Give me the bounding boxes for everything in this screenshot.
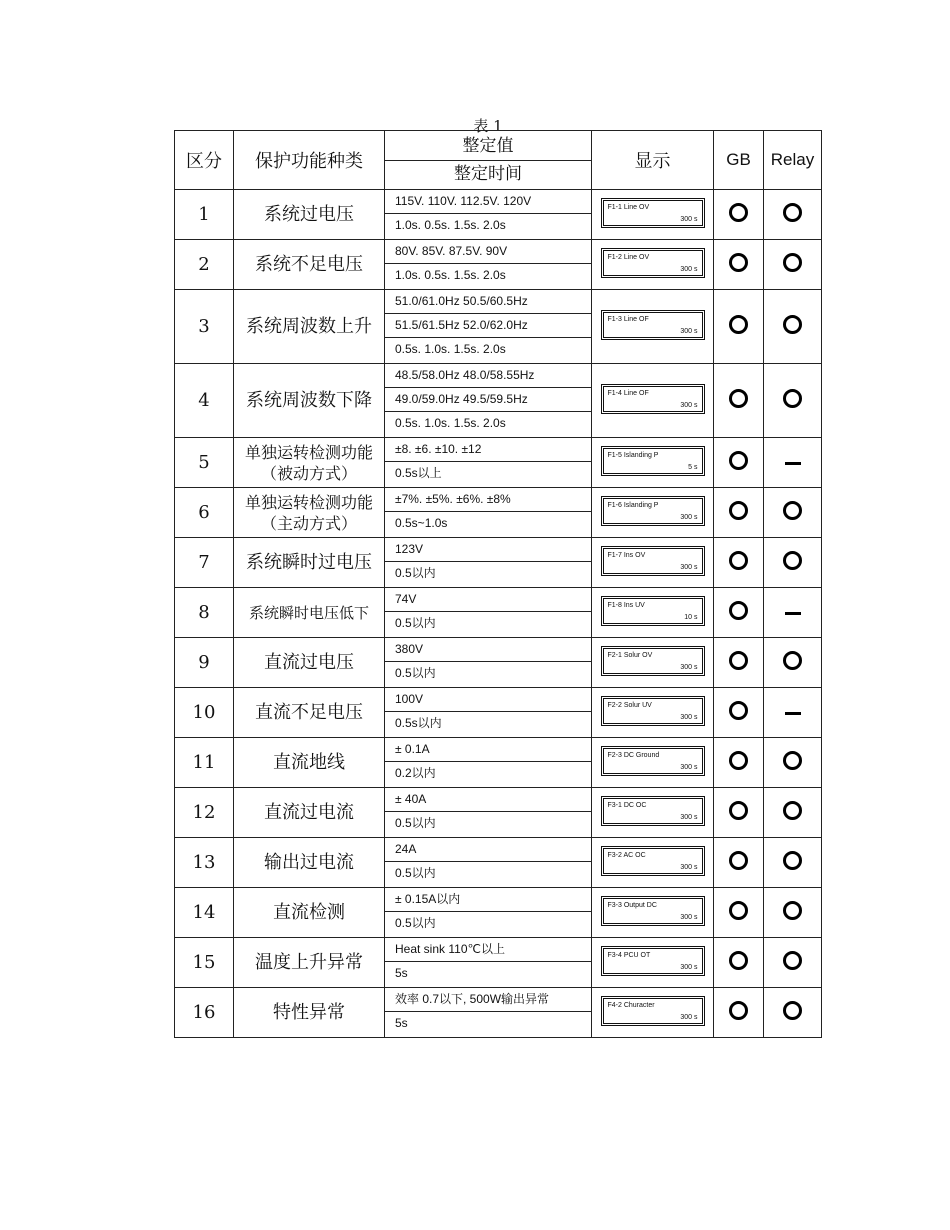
display-cell — [592, 364, 714, 438]
protection-function-name — [234, 364, 385, 438]
protection-table — [174, 130, 821, 1038]
setting-value-line: 24A — [385, 838, 591, 862]
setting-values — [385, 688, 592, 738]
gb-cell — [714, 788, 764, 838]
setting-value-line: 100V — [385, 688, 591, 712]
function-name-line: 特性异常 — [273, 1001, 345, 1023]
function-name-line: 单独运转检测功能 — [244, 442, 373, 462]
gb-cell — [714, 190, 764, 240]
setting-value-line: 1.0s. 0.5s. 1.5s. 2.0s — [395, 268, 506, 282]
protection-function-name — [234, 290, 385, 364]
function-name-sub: （被动方式） — [260, 463, 357, 483]
row-index: 15 — [175, 938, 234, 988]
gb-cell — [714, 688, 764, 738]
table-row — [175, 838, 822, 888]
gb-cell — [714, 438, 764, 488]
lcd-time: 300 s — [680, 215, 698, 223]
table-row — [175, 538, 822, 588]
gb-cell — [714, 538, 764, 588]
setting-value-line: 48.5/58.0Hz 48.0/58.55Hz — [385, 364, 591, 388]
lcd-code: F4-2 Churacter — [607, 1001, 655, 1009]
function-name-line: 输出过电流 — [264, 851, 354, 873]
setting-values — [385, 588, 592, 638]
display-cell — [592, 888, 714, 938]
lcd-display — [601, 746, 705, 776]
table-body — [175, 190, 822, 1038]
lcd-display — [601, 696, 705, 726]
setting-values — [385, 888, 592, 938]
table-row — [175, 190, 822, 240]
function-name-line: 温度上升异常 — [255, 951, 363, 973]
gb-cell — [714, 988, 764, 1038]
protection-function-name — [234, 838, 385, 888]
gb-cell — [714, 240, 764, 290]
function-name-line: 直流过电压 — [264, 651, 354, 673]
setting-values — [385, 638, 592, 688]
function-name-line: 系统不足电压 — [255, 253, 363, 275]
circle-mark-icon — [783, 389, 802, 408]
function-name-line: 单独运转检测功能 — [244, 492, 373, 512]
row-index: 3 — [175, 290, 234, 364]
lcd-code: F1-1 Line OV — [607, 203, 650, 211]
setting-values — [385, 988, 592, 1038]
circle-mark-icon — [729, 1001, 748, 1020]
relay-cell — [764, 788, 822, 838]
circle-mark-icon — [783, 551, 802, 570]
function-name-line: 系统周波数下降 — [246, 389, 372, 411]
setting-value-line: ±8. ±6. ±10. ±12 — [385, 438, 591, 462]
circle-mark-icon — [783, 951, 802, 970]
relay-cell — [764, 438, 822, 488]
lcd-time: 300 s — [680, 1013, 698, 1021]
setting-value-line: 115V. 110V. 112.5V. 120V — [385, 190, 591, 214]
lcd-display — [601, 646, 705, 676]
setting-value-line: 51.0/61.0Hz 50.5/60.5Hz — [385, 290, 591, 314]
display-cell — [592, 438, 714, 488]
row-index: 5 — [175, 438, 234, 488]
lcd-code: F2-1 Solur OV — [607, 651, 653, 659]
setting-value-line: 0.5s. 1.0s. 1.5s. 2.0s — [395, 416, 506, 430]
setting-value-line: 80V. 85V. 87.5V. 90V — [385, 240, 591, 264]
gb-cell — [714, 888, 764, 938]
setting-value-line: 0.5以内 — [395, 666, 436, 680]
setting-value-line: 0.5以内 — [395, 566, 436, 580]
table-row — [175, 364, 822, 438]
circle-mark-icon — [729, 901, 748, 920]
circle-mark-icon — [729, 501, 748, 520]
lcd-display — [601, 446, 705, 476]
lcd-display — [601, 310, 705, 340]
table-row — [175, 988, 822, 1038]
circle-mark-icon — [729, 851, 748, 870]
circle-mark-icon — [783, 901, 802, 920]
gb-cell — [714, 738, 764, 788]
dash-mark-icon — [785, 612, 801, 615]
setting-value-line: 0.5s. 1.0s. 1.5s. 2.0s — [395, 342, 506, 356]
protection-function-name — [234, 538, 385, 588]
circle-mark-icon — [729, 315, 748, 334]
dash-mark-icon — [785, 712, 801, 715]
lcd-time: 300 s — [680, 401, 698, 409]
lcd-code: F1-6 Islanding P — [607, 501, 659, 509]
table-row — [175, 938, 822, 988]
lcd-code: F1-7 Ins OV — [607, 551, 646, 559]
setting-values — [385, 290, 592, 364]
setting-value-line: ± 0.15A以内 — [385, 888, 591, 912]
circle-mark-icon — [783, 253, 802, 272]
row-index: 12 — [175, 788, 234, 838]
relay-cell — [764, 190, 822, 240]
protection-function-name — [234, 788, 385, 838]
lcd-code: F3-3 Output DC — [607, 901, 657, 909]
circle-mark-icon — [729, 601, 748, 620]
circle-mark-icon — [783, 751, 802, 770]
protection-function-name — [234, 738, 385, 788]
setting-value-line: ±7%. ±5%. ±6%. ±8% — [385, 488, 591, 512]
header-setting-value: 整定值 — [385, 132, 591, 161]
gb-cell — [714, 638, 764, 688]
circle-mark-icon — [783, 501, 802, 520]
table-row — [175, 438, 822, 488]
circle-mark-icon — [729, 951, 748, 970]
lcd-display — [601, 796, 705, 826]
display-cell — [592, 938, 714, 988]
display-cell — [592, 638, 714, 688]
setting-value-line: Heat sink 110℃以上 — [385, 938, 591, 962]
setting-values — [385, 738, 592, 788]
circle-mark-icon — [729, 253, 748, 272]
circle-mark-icon — [783, 801, 802, 820]
lcd-code: F3-1 DC OC — [607, 801, 647, 809]
lcd-time: 300 s — [680, 327, 698, 335]
lcd-time: 300 s — [680, 863, 698, 871]
display-cell — [592, 240, 714, 290]
header-setting — [385, 131, 592, 190]
lcd-time: 300 s — [680, 513, 698, 521]
header-gb: GB — [714, 131, 764, 190]
table-row — [175, 888, 822, 938]
circle-mark-icon — [783, 315, 802, 334]
relay-cell — [764, 988, 822, 1038]
relay-cell — [764, 888, 822, 938]
circle-mark-icon — [783, 651, 802, 670]
setting-value-line: 0.5s以内 — [395, 716, 442, 730]
row-index: 1 — [175, 190, 234, 240]
circle-mark-icon — [783, 1001, 802, 1020]
circle-mark-icon — [729, 551, 748, 570]
table-row — [175, 738, 822, 788]
function-name-line: 直流过电流 — [264, 801, 354, 823]
header-display: 显示 — [592, 131, 714, 190]
circle-mark-icon — [783, 203, 802, 222]
row-index: 11 — [175, 738, 234, 788]
lcd-time: 300 s — [680, 813, 698, 821]
relay-cell — [764, 938, 822, 988]
row-index: 14 — [175, 888, 234, 938]
lcd-code: F3-2 AC OC — [607, 851, 646, 859]
function-name-line: 直流地线 — [273, 751, 345, 773]
setting-value-line: 51.5/61.5Hz 52.0/62.0Hz — [385, 314, 591, 338]
relay-cell — [764, 838, 822, 888]
protection-function-name — [234, 488, 385, 538]
lcd-display — [601, 546, 705, 576]
row-index: 10 — [175, 688, 234, 738]
function-name-line: 系统瞬时电压低下 — [248, 603, 369, 622]
table-row — [175, 488, 822, 538]
row-index: 4 — [175, 364, 234, 438]
display-cell — [592, 190, 714, 240]
lcd-display — [601, 198, 705, 228]
gb-cell — [714, 938, 764, 988]
lcd-code: F1-8 Ins UV — [607, 601, 645, 609]
protection-function-name — [234, 938, 385, 988]
protection-function-name — [234, 190, 385, 240]
setting-value-line: 0.5以内 — [395, 866, 436, 880]
lcd-code: F1-4 Line OF — [607, 389, 649, 397]
relay-cell — [764, 688, 822, 738]
setting-value-line: 1.0s. 0.5s. 1.5s. 2.0s — [395, 218, 506, 232]
lcd-display — [601, 896, 705, 926]
setting-value-line: 49.0/59.0Hz 49.5/59.5Hz — [385, 388, 591, 412]
setting-value-line: 74V — [385, 588, 591, 612]
table-row — [175, 588, 822, 638]
lcd-display — [601, 946, 705, 976]
setting-values — [385, 788, 592, 838]
setting-values — [385, 538, 592, 588]
display-cell — [592, 538, 714, 588]
row-index: 8 — [175, 588, 234, 638]
lcd-time: 10 s — [684, 613, 698, 621]
display-cell — [592, 688, 714, 738]
circle-mark-icon — [729, 701, 748, 720]
circle-mark-icon — [729, 203, 748, 222]
setting-value-line: 0.5s~1.0s — [395, 516, 448, 530]
relay-cell — [764, 364, 822, 438]
relay-cell — [764, 240, 822, 290]
setting-value-line: 0.5以内 — [395, 916, 436, 930]
lcd-code: F1-2 Line OV — [607, 253, 650, 261]
header-relay: Relay — [764, 131, 822, 190]
gb-cell — [714, 838, 764, 888]
lcd-code: F2-2 Solur UV — [607, 701, 652, 709]
table-row — [175, 290, 822, 364]
table-row — [175, 688, 822, 738]
display-cell — [592, 838, 714, 888]
display-cell — [592, 588, 714, 638]
display-cell — [592, 788, 714, 838]
function-name-sub: （主动方式） — [260, 513, 357, 533]
protection-function-name — [234, 888, 385, 938]
lcd-display — [601, 248, 705, 278]
lcd-code: F1-3 Line OF — [607, 315, 649, 323]
setting-values — [385, 438, 592, 488]
setting-value-line: 380V — [385, 638, 591, 662]
circle-mark-icon — [729, 801, 748, 820]
lcd-code: F2-3 DC Ground — [607, 751, 660, 759]
table-row — [175, 788, 822, 838]
dash-mark-icon — [785, 462, 801, 465]
lcd-display — [601, 596, 705, 626]
protection-function-name — [234, 988, 385, 1038]
circle-mark-icon — [729, 751, 748, 770]
lcd-time: 300 s — [680, 713, 698, 721]
row-index: 6 — [175, 488, 234, 538]
display-cell — [592, 738, 714, 788]
setting-value-line: ± 40A — [385, 788, 591, 812]
setting-values — [385, 364, 592, 438]
protection-function-name — [234, 688, 385, 738]
function-name-line: 系统周波数上升 — [246, 315, 372, 337]
row-index: 16 — [175, 988, 234, 1038]
table-caption: 表 1 — [473, 117, 503, 135]
lcd-time: 300 s — [680, 663, 698, 671]
lcd-time: 300 s — [680, 963, 698, 971]
lcd-time: 5 s — [688, 463, 698, 471]
lcd-display — [601, 846, 705, 876]
setting-values — [385, 838, 592, 888]
function-name-line: 直流不足电压 — [255, 701, 363, 723]
lcd-time: 300 s — [680, 913, 698, 921]
row-index: 7 — [175, 538, 234, 588]
header-row — [175, 131, 822, 190]
display-cell — [592, 488, 714, 538]
function-name-line: 系统过电压 — [264, 203, 354, 225]
setting-value-line: 5s — [395, 1016, 408, 1030]
setting-value-line: 0.5s以上 — [395, 466, 442, 480]
gb-cell — [714, 364, 764, 438]
setting-values — [385, 190, 592, 240]
table-row — [175, 638, 822, 688]
lcd-code: F1-5 Islanding P — [607, 451, 659, 459]
circle-mark-icon — [729, 651, 748, 670]
setting-value-line: 0.5以内 — [395, 616, 436, 630]
setting-values — [385, 938, 592, 988]
lcd-display — [601, 384, 705, 414]
relay-cell — [764, 738, 822, 788]
gb-cell — [714, 290, 764, 364]
table-row — [175, 240, 822, 290]
circle-mark-icon — [783, 851, 802, 870]
relay-cell — [764, 488, 822, 538]
header-setting-time: 整定时间 — [454, 164, 522, 184]
row-index: 9 — [175, 638, 234, 688]
setting-value-line: 0.2以内 — [395, 766, 436, 780]
lcd-time: 300 s — [680, 563, 698, 571]
setting-value-line: 5s — [395, 966, 408, 980]
protection-function-name — [234, 240, 385, 290]
lcd-code: F3-4 PCU OT — [607, 951, 651, 959]
lcd-time: 300 s — [680, 265, 698, 273]
setting-value-line: 效率 0.7以下, 500W输出异常 — [385, 988, 591, 1012]
function-name-line: 系统瞬时过电压 — [246, 551, 372, 573]
setting-values — [385, 488, 592, 538]
relay-cell — [764, 538, 822, 588]
gb-cell — [714, 588, 764, 638]
setting-value-line: 0.5以内 — [395, 816, 436, 830]
gb-cell — [714, 488, 764, 538]
display-cell — [592, 290, 714, 364]
row-index: 13 — [175, 838, 234, 888]
lcd-display — [601, 496, 705, 526]
row-index: 2 — [175, 240, 234, 290]
lcd-time: 300 s — [680, 763, 698, 771]
protection-function-name — [234, 588, 385, 638]
protection-function-name — [234, 438, 385, 488]
setting-value-line: ± 0.1A — [385, 738, 591, 762]
setting-value-line: 123V — [385, 538, 591, 562]
relay-cell — [764, 638, 822, 688]
header-zone: 区分 — [175, 131, 234, 190]
function-name-line: 直流检测 — [273, 901, 345, 923]
lcd-display — [601, 996, 705, 1026]
relay-cell — [764, 588, 822, 638]
setting-values — [385, 240, 592, 290]
relay-cell — [764, 290, 822, 364]
header-function: 保护功能种类 — [234, 131, 385, 190]
display-cell — [592, 988, 714, 1038]
circle-mark-icon — [729, 389, 748, 408]
circle-mark-icon — [729, 451, 748, 470]
protection-function-name — [234, 638, 385, 688]
